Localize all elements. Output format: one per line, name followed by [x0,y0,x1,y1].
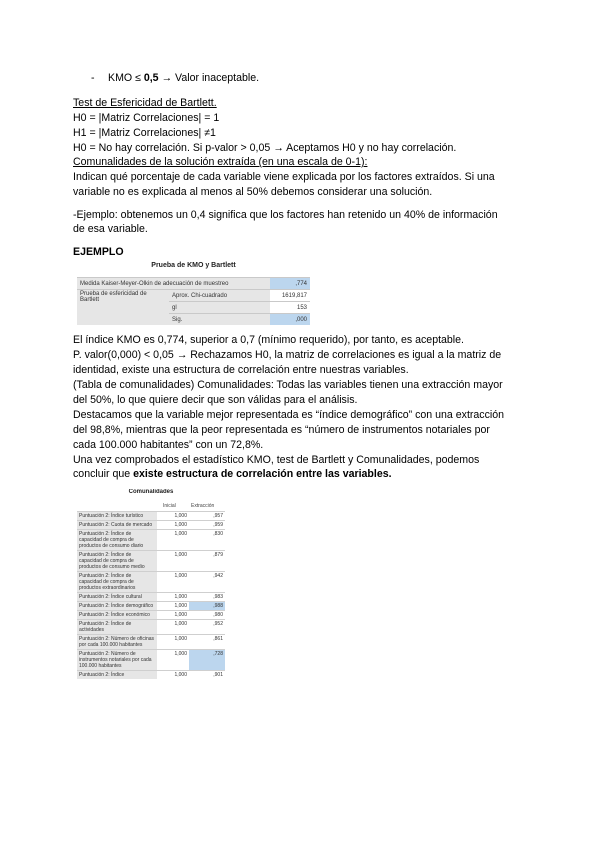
analysis-line-7: del 98,8%, mientras que la peor representada es “número de instrumentos notariales por [73,424,490,436]
com-initial-value: 1,000 [157,512,189,521]
analysis-line-8: cada 100.000 habitantes” con un 72,8%. [73,439,264,451]
com-table-grid [77,511,225,679]
analysis-line-3: identidad, existe una estructura de correlación entre nuestras variables. [73,364,409,376]
com-extraction-value: ,942 [189,572,225,593]
comunalidades-heading: Comunalidades de la solución extraída (en una escala de 0-1): [73,156,368,168]
table-row [77,671,225,680]
com-initial-value: 1,000 [157,551,189,572]
chi-label: Aprox. Chi-cuadrado [169,290,270,302]
example-text-1: -Ejemplo: obtenemos un 0,4 significa que los factores han retenido un 40% de información [73,209,498,221]
com-variable-label: Puntuación 2: Índice de actividades [77,620,157,635]
bartlett-h1: H1 = |Matriz Correlaciones| ≠1 [73,127,216,139]
com-variable-label: Puntuación 2: Índice de capacidad de compra de productos de consumo medio [77,551,157,572]
ejemplo-heading: EJEMPLO [73,246,124,258]
com-table-title: Comunalidades [128,489,174,495]
com-variable-label: Puntuación 2: Índice de capacidad de compra de productos de consumo diario [77,530,157,551]
com-extraction-value: ,830 [189,530,225,551]
com-initial-value: 1,000 [157,650,189,671]
com-variable-label: Puntuación 2: Número de instrumentos notariales por cada 100.000 habitantes [77,650,157,671]
com-initial-value: 1,000 [157,521,189,530]
com-initial-value: 1,000 [157,611,189,620]
table-row [77,290,310,302]
chi-value: 1619,817 [270,290,310,302]
com-extraction-value: ,980 [189,611,225,620]
gl-label: gl [169,302,270,314]
col-inicial: Inicial [163,503,176,509]
table-row [77,620,225,635]
table-row [77,635,225,650]
table-row [77,650,225,671]
comunalidades-text-2: variable no es explicada al menos al 50% debemos considerar una solución. [73,186,433,198]
com-initial-value: 1,000 [157,635,189,650]
bullet-dash: - [91,72,95,84]
table-row [77,572,225,593]
com-initial-value: 1,000 [157,530,189,551]
com-extraction-value: ,957 [189,512,225,521]
com-extraction-value: ,901 [189,671,225,680]
analysis-line-10: concluir que existe estructura de correlación entre las variables. [73,468,392,480]
table-row [77,551,225,572]
analysis-line-6: Destacamos que la variable mejor representada es “índice demográfico” con una extracción [73,409,505,421]
com-initial-value: 1,000 [157,620,189,635]
analysis-line-1: El índice KMO es 0,774, superior a 0,7 (mínimo requerido), por tanto, es aceptable. [73,334,464,346]
kmo-table-grid [77,277,310,325]
com-variable-label: Puntuación 2: Cuota de mercado [77,521,157,530]
com-initial-value: 1,000 [157,671,189,680]
com-extraction-value: ,983 [189,593,225,602]
com-extraction-value: ,988 [189,602,225,611]
col-extraccion: Extracción [191,503,215,509]
table-row [77,512,225,521]
bartlett-h0-note: H0 = No hay correlación. Si p-valor > 0,05 → Aceptamos H0 y no hay correlación. [73,142,457,154]
com-variable-label: Puntuación 2: Índice demográfico [77,602,157,611]
com-extraction-value: ,861 [189,635,225,650]
kmo-bartlett-table [77,262,310,328]
sig-label: Sig. [169,314,270,326]
comunalidades-table [77,489,225,761]
com-variable-label: Puntuación 2: Índice turístico [77,512,157,521]
analysis-line-9: Una vez comprobados el estadístico KMO, test de Bartlett y Comunalidades, podemos [73,454,480,466]
com-extraction-value: ,952 [189,620,225,635]
table-row [77,602,225,611]
kmo-table-title: Prueba de KMO y Bartlett [151,262,236,269]
analysis-line-4: (Tabla de comunalidades) Comunalidades: Todas las variables tienen una extracción mayor [73,379,503,391]
analysis-line-2: P. valor(0,000) < 0,05 → Rechazamos H0, la matriz de correlaciones es igual a la matriz de [73,349,502,361]
com-variable-label: Puntuación 2: Índice [77,671,157,680]
comunalidades-text-1: Indican qué porcentaje de cada variable viene explicada por los factores extraídos. Si una [73,171,495,183]
kmo-value: ,774 [270,278,310,290]
com-variable-label: Puntuación 2: Número de oficinas por cada 100.000 habitantes [77,635,157,650]
com-initial-value: 1,000 [157,572,189,593]
com-variable-label: Puntuación 2: Índice económico [77,611,157,620]
table-row [77,278,310,290]
com-initial-value: 1,000 [157,593,189,602]
table-row [77,611,225,620]
kmo-rule: KMO ≤ 0,5 → Valor inaceptable. [108,72,260,84]
kmo-label: Medida Kaiser-Meyer-Olkin de adecuación de muestreo [77,278,270,290]
gl-value: 153 [270,302,310,314]
bartlett-heading: Test de Esfericidad de Bartlett. [73,97,217,109]
table-row [77,530,225,551]
bartlett-label: Prueba de esfericidad de Bartlett [77,290,169,326]
sig-value: ,000 [270,314,310,326]
com-extraction-value: ,879 [189,551,225,572]
table-row [77,593,225,602]
example-text-2: de esa variable. [73,223,148,235]
com-initial-value: 1,000 [157,602,189,611]
analysis-line-5: del 50%, lo que quiere decir que son válidas para el análisis. [73,394,358,406]
bartlett-h0: H0 = |Matriz Correlaciones| = 1 [73,112,220,124]
table-row [77,521,225,530]
conclusion-bold: existe estructura de correlación entre las variables. [133,468,392,480]
com-variable-label: Puntuación 2: Índice cultural [77,593,157,602]
com-extraction-value: ,728 [189,650,225,671]
com-extraction-value: ,959 [189,521,225,530]
com-variable-label: Puntuación 2: Índice de capacidad de compra de productos extraordinarios [77,572,157,593]
